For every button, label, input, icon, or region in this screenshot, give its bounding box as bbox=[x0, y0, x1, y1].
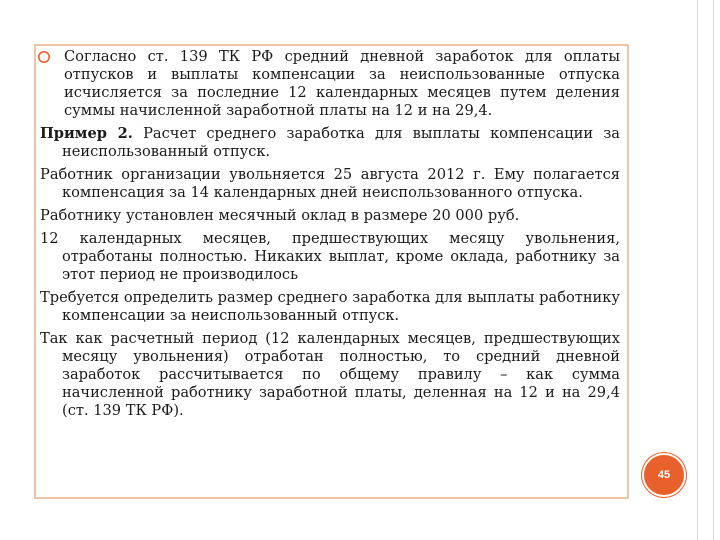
paragraph-text: Так как расчетный период (12 календарных месяцев, предшествующих месяцу увольнения) отработан полностью, то средний дневной заработок рассчитывается по общему правилу – как сумма начисленной работнику заработной платы, деленная на 12 и на 29,4 (ст. 139 ТК РФ). bbox=[40, 330, 620, 419]
paragraph-period bbox=[40, 230, 620, 284]
circle-bullet-icon bbox=[36, 49, 52, 65]
paragraph-text: 12 календарных месяцев, предшествующих месяцу увольнения, отработаны полностью. Никаких выплат, кроме оклада, работнику за этот период не производилось bbox=[40, 230, 620, 283]
paragraph-text: Требуется определить размер среднего заработка для выплаты работнику компенсации за неиспользованный отпуск. bbox=[40, 289, 620, 324]
edge-line bbox=[697, 0, 698, 540]
example-label: Пример 2. bbox=[40, 125, 133, 142]
paragraph-employee bbox=[40, 166, 620, 202]
slide-body bbox=[40, 48, 620, 425]
paragraph-text: Согласно ст. 139 ТК РФ средний дневной заработок для оплаты отпусков и выплаты компенсации за неиспользованные отпуска исчисляется за последние 12 календарных месяцев путем деления суммы начисленной заработной платы на 12 и на 29,4. bbox=[64, 48, 620, 119]
paragraph-text: Расчет среднего заработка для выплаты компенсации за неиспользованный отпуск. bbox=[62, 125, 621, 160]
paragraph-solution bbox=[40, 330, 620, 420]
paragraph-intro bbox=[40, 48, 620, 120]
paragraph-task bbox=[40, 289, 620, 325]
paragraph-text: Работнику установлен месячный оклад в размере 20 000 руб. bbox=[40, 207, 520, 224]
page-number-badge: 45 bbox=[642, 453, 686, 497]
paragraph-salary bbox=[40, 207, 620, 225]
paragraph-example-title bbox=[40, 125, 620, 161]
paragraph-text: Работник организации увольняется 25 августа 2012 г. Ему полагается компенсация за 14 календарных дней неиспользованного отпуска. bbox=[40, 166, 620, 201]
edge-line bbox=[713, 0, 714, 540]
